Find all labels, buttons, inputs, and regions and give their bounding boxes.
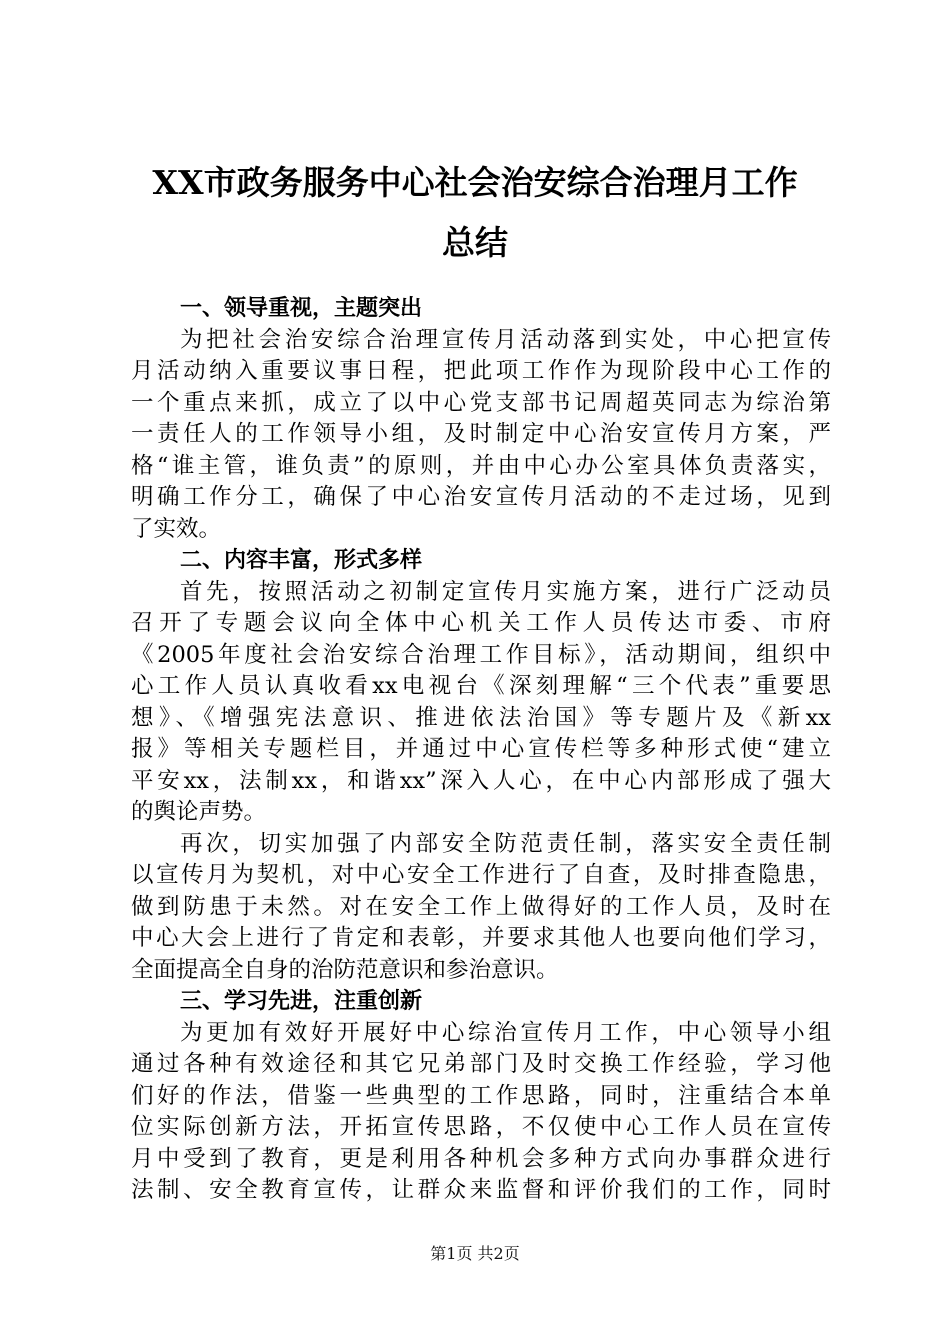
paragraph-line: 召开了专题会议向全体中心机关工作人员传达市委、市府	[131, 610, 831, 636]
paragraph-line: 法制、安全教育宣传，让群众来监督和评价我们的工作，同时	[131, 1177, 831, 1203]
paragraph-line: 报》等相关专题栏目，并通过中心宣传栏等多种形式使“建立	[131, 736, 831, 762]
section-heading: 一、领导重视，主题突出	[180, 296, 423, 321]
paragraph-line: 月活动纳入重要议事日程，把此项工作作为现阶段中心工作的	[131, 358, 831, 384]
paragraph-line: 《2005年度社会治安综合治理工作目标》，活动期间，组织中	[131, 641, 831, 668]
paragraph-line: 为更加有效好开展好中心综治宣传月工作，中心领导小组	[180, 1019, 831, 1046]
paragraph-line: 格“谁主管，谁负责”的原则，并由中心办公室具体负责落实，	[131, 452, 831, 479]
paragraph-line: 们好的作法，借鉴一些典型的工作思路，同时，注重结合本单	[131, 1082, 831, 1109]
paragraph-line: 平安xx，法制xx，和谐xx”深入人心，在中心内部形成了强大	[131, 767, 831, 794]
document-body	[131, 293, 831, 1207]
paragraph-line: 一责任人的工作领导小组，及时制定中心治安宣传月方案，严	[131, 421, 831, 447]
page-footer: 第1页 共2页	[430, 1244, 520, 1263]
paragraph-line: 的舆论声势。	[131, 799, 267, 825]
paragraph-line: 做到防患于未然。对在安全工作上做得好的工作人员，及时在	[131, 893, 831, 920]
paragraph-line: 了实效。	[131, 515, 222, 542]
paragraph-line: 以宣传月为契机，对中心安全工作进行了自查，及时排查隐患，	[131, 862, 831, 888]
paragraph-line: 明确工作分工，确保了中心治安宣传月活动的不走过场，见到	[131, 484, 831, 510]
paragraph-line: 月中受到了教育，更是利用各种机会多种方式向办事群众进行	[131, 1145, 831, 1172]
paragraph-line: 位实际创新方法，开拓宣传思路，不仅使中心工作人员在宣传	[131, 1114, 831, 1140]
section-heading: 二、内容丰富，形式多样	[180, 548, 423, 573]
section-heading: 三、学习先进，注重创新	[180, 989, 423, 1014]
paragraph-line: 首先，按照活动之初制定宣传月实施方案，进行广泛动员	[180, 578, 831, 605]
paragraph-line: 中心大会上进行了肯定和表彰，并要求其他人也要向他们学习，	[131, 925, 831, 951]
paragraph-line: 想》、《增强宪法意识、推进依法治国》等专题片及《新xx	[131, 704, 831, 731]
paragraph-line: 通过各种有效途径和其它兄弟部门及时交换工作经验，学习他	[131, 1051, 831, 1077]
document-title-line-2: 总结	[442, 223, 508, 262]
paragraph-line: 一个重点来抓，成立了以中心党支部书记周超英同志为综治第	[131, 389, 831, 416]
paragraph-line: 为把社会治安综合治理宣传月活动落到实处，中心把宣传	[180, 326, 831, 353]
paragraph-line: 心工作人员认真收看xx电视台《深刻理解“三个代表”重要思	[131, 673, 831, 699]
document-title-line-1: XX市政务服务中心社会治安综合治理月工作	[152, 163, 798, 202]
paragraph-line: 再次，切实加强了内部安全防范责任制，落实安全责任制	[180, 830, 831, 857]
paragraph-line: 全面提高全自身的治防范意识和参治意识。	[131, 956, 559, 983]
